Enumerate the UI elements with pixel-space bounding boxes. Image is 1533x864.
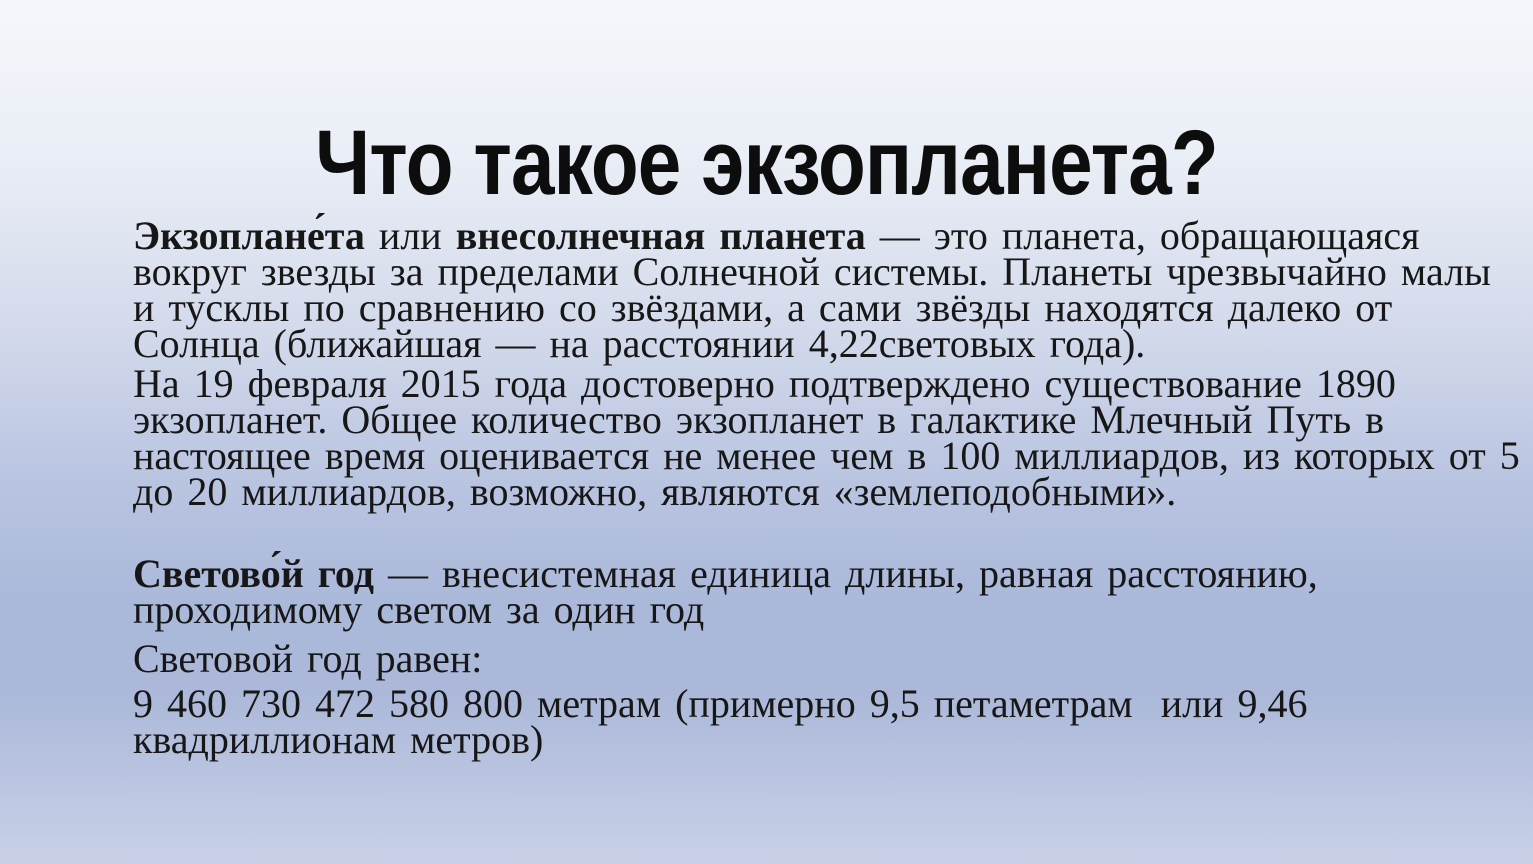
text-line	[133, 321, 1523, 366]
text-run: проходимому светом за один год	[133, 587, 705, 632]
paragraph-light-year-definition	[133, 551, 1523, 632]
text-run: и тусклы по сравнению со звёздами, а сами звёзды находятся далеко от	[133, 285, 1393, 330]
bold-term: внесолнечная планета	[455, 213, 866, 258]
text-run: 9 460 730 472 580 800 метрам (примерно 9,5 петаметрам или 9,46	[133, 681, 1308, 726]
text-run: или	[364, 213, 456, 258]
paragraph-exoplanet-definition	[133, 213, 1523, 366]
text-line	[133, 636, 1523, 681]
text-run: экзопланет. Общее количество экзопланет в галактике Млечный Путь в	[133, 397, 1384, 442]
text-line	[133, 717, 1523, 762]
text-run: На 19 февраля 2015 года достоверно подтверждено существование 1890	[133, 361, 1396, 406]
text-line	[133, 469, 1523, 514]
bold-term: Светово́й год	[133, 551, 374, 596]
text-run: — внесистемная единица длины, равная расстоянию,	[374, 551, 1318, 596]
text-line	[133, 587, 1523, 632]
text-run: до 20 миллиардов, возможно, являются «землеподобными».	[133, 469, 1177, 514]
slide-body-text	[133, 213, 1523, 762]
bold-term: Экзоплане́та	[133, 213, 365, 258]
text-run: — это планета, обращающаяся	[865, 213, 1420, 258]
slide-title: Что такое экзопланета?	[315, 111, 1218, 214]
text-run: Солнца (ближайшая — на расстоянии 4,22световых года).	[133, 321, 1146, 366]
text-run: вокруг звезды за пределами Солнечной системы. Планеты чрезвычайно малы	[133, 249, 1491, 294]
text-run: Световой год равен:	[133, 636, 483, 681]
paragraph-light-year-value	[133, 681, 1523, 762]
text-run: квадриллионам метров)	[133, 717, 544, 762]
paragraph-exoplanet-count	[133, 361, 1523, 514]
paragraph-light-year-equals	[133, 636, 1523, 681]
text-run: настоящее время оценивается не менее чем в 100 миллиардов, из которых от 5	[133, 433, 1520, 478]
